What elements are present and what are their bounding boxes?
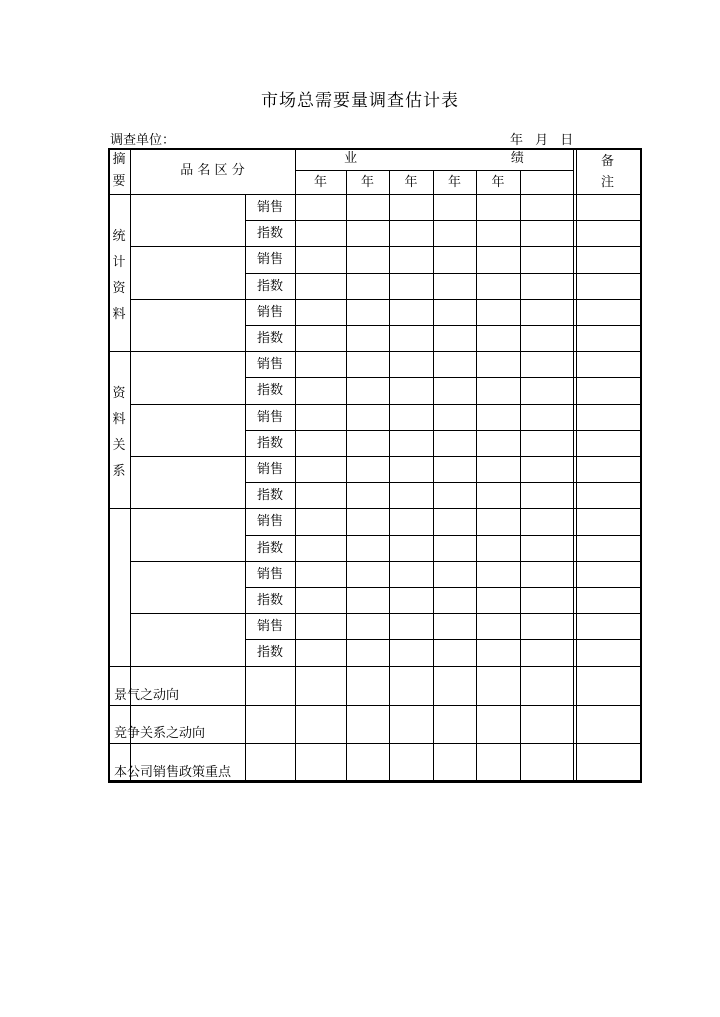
grid-line bbox=[245, 456, 642, 457]
grid-line bbox=[520, 666, 521, 782]
grid-line bbox=[245, 666, 642, 667]
footer-row-label: 本公司销售政策重点 bbox=[114, 765, 232, 780]
index-row-label: 指数 bbox=[256, 226, 283, 242]
grid-line bbox=[389, 170, 390, 666]
grid-line bbox=[346, 170, 347, 666]
grid-line bbox=[130, 613, 245, 614]
sales-row-label: 销售 bbox=[256, 619, 283, 635]
grid-line bbox=[245, 430, 642, 431]
footer-row-label: 竞争关系之动向 bbox=[114, 726, 206, 741]
index-row-label: 指数 bbox=[256, 278, 283, 294]
grid-line bbox=[245, 639, 642, 640]
grid-line bbox=[295, 666, 296, 782]
grid-line bbox=[576, 148, 577, 782]
index-row-label: 指数 bbox=[256, 540, 283, 556]
grid-line bbox=[245, 325, 642, 326]
grid-line bbox=[108, 666, 130, 667]
year-label: 年 bbox=[404, 175, 418, 190]
sales-row-label: 销售 bbox=[256, 252, 283, 268]
grid-line bbox=[108, 743, 642, 744]
index-row-label: 指数 bbox=[256, 435, 283, 451]
grid-line bbox=[108, 782, 642, 783]
grid-line bbox=[476, 666, 477, 782]
grid-line bbox=[130, 508, 245, 509]
performance-header-2: 绩 bbox=[510, 151, 524, 166]
sales-row-label: 销售 bbox=[256, 514, 283, 530]
sales-row-label: 销售 bbox=[256, 357, 283, 373]
grid-line bbox=[245, 299, 642, 300]
grid-line bbox=[295, 170, 573, 171]
year-label: 年 bbox=[447, 175, 461, 190]
grid-line bbox=[245, 404, 642, 405]
index-row-label: 指数 bbox=[256, 593, 283, 608]
grid-line bbox=[108, 351, 130, 352]
grid-line bbox=[130, 148, 131, 782]
sales-row-label: 销售 bbox=[256, 462, 283, 477]
grid-line bbox=[245, 561, 642, 562]
grid-line bbox=[346, 666, 347, 782]
footer-row-label: 景气之动向 bbox=[114, 688, 180, 703]
grid-line bbox=[433, 170, 434, 666]
page-title: 市场总需要量调查估计表 bbox=[261, 91, 459, 111]
group-label: 资 料 关 系 bbox=[112, 386, 126, 480]
index-row-label: 指数 bbox=[256, 488, 283, 504]
grid-line bbox=[476, 170, 477, 666]
grid-line bbox=[130, 666, 245, 667]
grid-line bbox=[130, 404, 245, 405]
grid-line bbox=[573, 666, 574, 782]
grid-line bbox=[245, 194, 246, 666]
grid-line bbox=[108, 705, 642, 706]
year-label: 年 bbox=[360, 175, 374, 190]
grid-line bbox=[130, 561, 245, 562]
year-label: 年 bbox=[313, 175, 327, 190]
grid-line bbox=[245, 220, 642, 221]
table-border bbox=[108, 148, 642, 782]
grid-line bbox=[130, 246, 245, 247]
grid-line bbox=[245, 508, 642, 509]
performance-header-1: 业 bbox=[344, 151, 358, 166]
index-row-label: 指数 bbox=[256, 331, 283, 346]
grid-line bbox=[433, 666, 434, 782]
grid-line bbox=[245, 666, 246, 782]
grid-line bbox=[108, 508, 130, 509]
grid-line bbox=[245, 351, 642, 352]
grid-line bbox=[108, 194, 642, 195]
grid-line bbox=[245, 246, 642, 247]
sales-row-label: 销售 bbox=[256, 304, 283, 320]
grid-line bbox=[295, 148, 296, 666]
summary-header: 摘 要 bbox=[112, 152, 126, 189]
grid-line bbox=[389, 666, 390, 782]
grid-line bbox=[245, 535, 642, 536]
grid-line bbox=[130, 456, 245, 457]
grid-line bbox=[245, 482, 642, 483]
group-label: 统 计 资 料 bbox=[112, 229, 126, 322]
survey-unit-label: 调查单位： bbox=[110, 133, 176, 148]
year-label: 年 bbox=[491, 175, 505, 190]
grid-line bbox=[520, 170, 521, 666]
grid-line bbox=[130, 299, 245, 300]
sales-row-label: 销售 bbox=[256, 200, 283, 215]
date-label: 年 月 日 bbox=[510, 133, 574, 148]
remarks-header: 备 注 bbox=[600, 154, 614, 190]
item-category-header: 品 名 区 分 bbox=[180, 163, 245, 178]
sales-row-label: 销售 bbox=[256, 409, 283, 425]
grid-line bbox=[245, 587, 642, 588]
grid-line bbox=[245, 613, 642, 614]
grid-line bbox=[245, 377, 642, 378]
grid-line bbox=[130, 351, 245, 352]
sales-row-label: 销售 bbox=[256, 566, 283, 582]
index-row-label: 指数 bbox=[256, 383, 283, 399]
grid-line bbox=[245, 273, 642, 274]
index-row-label: 指数 bbox=[256, 645, 283, 661]
